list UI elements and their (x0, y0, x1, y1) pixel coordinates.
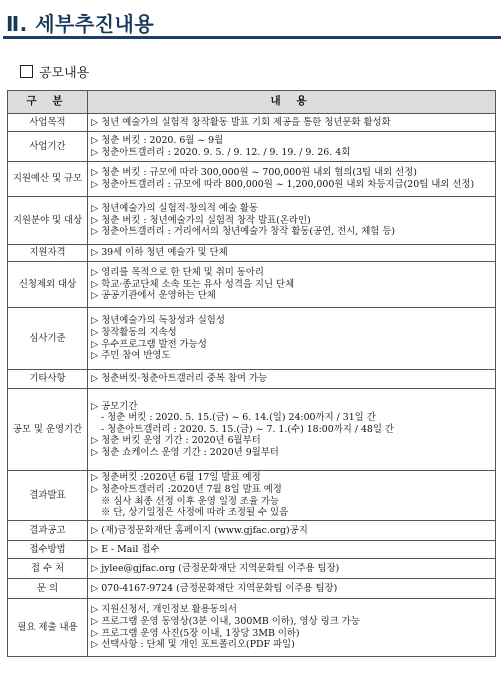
table-row (8, 308, 496, 370)
header-content: 내 용 (88, 91, 496, 114)
checkbox-icon (20, 65, 33, 78)
row-content (88, 197, 496, 245)
content-line: ▷ 청년예술가의 실험적·창의적 예술 활동 (91, 203, 259, 215)
row-content (88, 521, 496, 541)
content-line: ▷ 청춘버킷 :2020년 6월 17일 발표 예정 (91, 472, 261, 484)
title-rule (3, 36, 501, 39)
content-line: ▷ 청춘아트갤러리 : 규모에 따라 800,000원 ~ 1,200,000원 내외 차등지급(20팀 내외 선정) (91, 179, 475, 190)
table-row (8, 245, 496, 262)
content-line: ▷ 청춘 쇼케이스 운영 기간 : 2020년 9월부터 (91, 446, 279, 458)
table-row (8, 389, 496, 471)
row-category: 심사기준 (8, 308, 88, 370)
row-content (88, 389, 496, 471)
table-row (8, 370, 496, 389)
row-category: 문 의 (8, 579, 88, 599)
content-line: ▷ 선택사항 : 단체 및 개인 포트폴리오(PDF 파일) (91, 639, 295, 651)
row-category: 접수방법 (8, 541, 88, 559)
content-line: ▷ 청춘아트갤러리 : 2020. 9. 5. / 9. 12. / 9. 19. / 9. 26. 4회 (91, 146, 351, 158)
content-line: ▷ 창작활동의 지속성 (91, 326, 177, 338)
row-content (88, 114, 496, 132)
subheading-label: 공모내용 (39, 66, 90, 81)
table-row (8, 262, 496, 308)
row-category: 지원예산 및 규모 (8, 162, 88, 197)
table-row (8, 132, 496, 162)
content-line: ▷ 070-4167-9724 (금정문화재단 지역문화팀 이주용 팀장) (91, 582, 338, 594)
content-line: ▷ 우수프로그램 발전 가능성 (91, 338, 207, 350)
section-title: Ⅱ. 세부추진내용 (6, 12, 155, 36)
content-line: ▷ 학교·종교단체 소속 또는 유사 성격을 지닌 단체 (91, 278, 295, 290)
table-row (8, 521, 496, 541)
table-row (8, 541, 496, 559)
table-row (8, 559, 496, 579)
table-row (8, 599, 496, 657)
row-content (88, 559, 496, 579)
row-content (88, 245, 496, 262)
row-category: 접 수 처 (8, 559, 88, 579)
table-header-row (8, 91, 496, 114)
content-line: ▷ 청춘아트갤러리 :2020년 7월 8일 발표 예정 (91, 483, 282, 495)
row-content (88, 471, 496, 521)
content-line: ▷ 공공기관에서 운영하는 단체 (91, 290, 216, 302)
row-content (88, 599, 496, 657)
content-line: ▷ 청춘아트갤러리 : 거리에서의 청년예술가 창작 활동(공연, 전시, 체험 등) (91, 226, 396, 238)
content-line: ▷ E - Mail 접수 (91, 543, 160, 555)
row-category: 결과공고 (8, 521, 88, 541)
content-line: ▷ 청춘버킷·청춘아트갤러리 중복 참여 가능 (91, 373, 268, 385)
row-category: 기타사항 (8, 370, 88, 389)
content-line: - 청춘아트갤러리 : 2020. 5. 15.(금) ~ 7. 1.(수) 18:00까지 / 48일 간 (101, 423, 394, 435)
content-line: ▷ 청년 예술가의 실험적 창작활동 발표 기회 제공을 통한 청년문화 활성화 (91, 116, 391, 128)
table-body (8, 114, 496, 657)
content-line: ▷ 청춘 버킷 : 청년예술가의 실험적 창작 발표(온라인) (91, 214, 311, 226)
header-category: 구 분 (8, 91, 88, 114)
row-category: 결과발표 (8, 471, 88, 521)
row-category: 지원분야 및 대상 (8, 197, 88, 245)
row-category: 공모 및 운영기간 (8, 389, 88, 471)
row-content (88, 541, 496, 559)
subheading (20, 62, 89, 81)
content-line: ▷ 지원신청서, 개인정보 활용동의서 (91, 604, 237, 616)
content-line: ▷ 청년예술가의 독창성과 실험성 (91, 315, 225, 327)
table-row (8, 197, 496, 245)
row-content (88, 579, 496, 599)
row-content (88, 308, 496, 370)
row-content (88, 162, 496, 197)
table-row (8, 579, 496, 599)
content-line: ▷ 청춘 버킷 : 규모에 따라 300,000원 ~ 700,000원 내외 협의(3팀 내외 선정) (91, 167, 417, 179)
content-line: ▷ 영리를 목적으로 한 단체 및 취미 동아리 (91, 267, 264, 279)
contest-details-table (7, 90, 496, 657)
content-line: ▷ 39세 이하 청년 예술가 및 단체 (91, 247, 228, 259)
content-line: ▷ jylee@gjfac.org (금정문화재단 지역문화팀 이주용 팀장) (91, 562, 340, 574)
content-line: ※ 단, 상기일정은 사정에 따라 조정될 수 있음 (101, 507, 289, 519)
row-category: 사업기간 (8, 132, 88, 162)
row-category: 필요 제출 내용 (8, 599, 88, 657)
row-category: 사업목적 (8, 114, 88, 132)
row-content (88, 262, 496, 308)
table-row (8, 471, 496, 521)
content-line: ▷ (재)금정문화재단 홈페이지 (www.gjfac.org)공지 (91, 524, 308, 536)
content-line: ▷ 프로그램 운영 동영상(3분 이내, 300MB 이하), 영상 링크 가능 (91, 615, 360, 627)
table-row (8, 114, 496, 132)
content-line: ▷ 청춘 버킷 : 2020. 6월 ~ 9월 (91, 134, 224, 146)
content-line: ※ 심사 최종 선정 이후 운영 일정 조율 가능 (101, 495, 280, 507)
content-line: ▷ 주민 참여 반영도 (91, 350, 171, 362)
row-category: 신청제외 대상 (8, 262, 88, 308)
row-category: 지원자격 (8, 245, 88, 262)
table-row (8, 162, 496, 197)
content-line: ▷ 공모기간 (91, 400, 138, 412)
content-line: ▷ 프로그램 운영 사진(5장 이내, 1장당 3MB 이하) (91, 627, 300, 639)
content-line: ▷ 청춘 버킷 운영 기간 : 2020년 6월부터 (91, 435, 261, 447)
row-content (88, 132, 496, 162)
content-line: - 청춘 버킷 : 2020. 5. 15.(금) ~ 6. 14.(일) 24:00까지 / 31일 간 (101, 412, 376, 424)
row-content (88, 370, 496, 389)
